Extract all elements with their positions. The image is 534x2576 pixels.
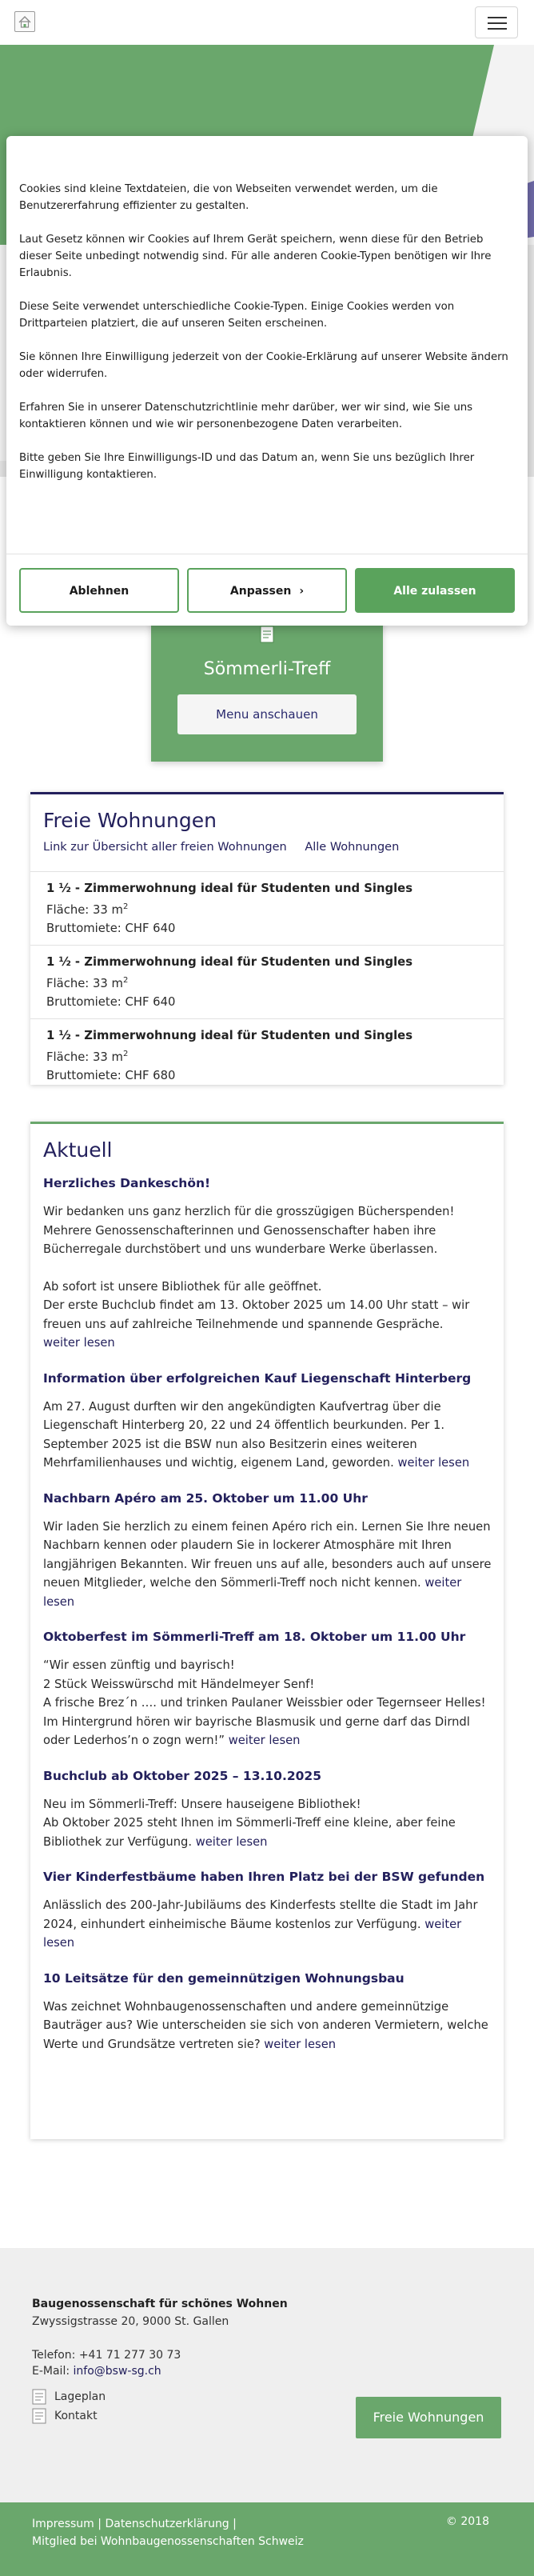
article-title[interactable]: Information über erfolgreichen Kauf Liegenschaft Hinterberg xyxy=(43,1370,472,1386)
article-text: Neu im Sömmerli-Treff: Unsere hauseigene Bibliothek! xyxy=(43,1797,361,1811)
free-flats-section xyxy=(30,792,504,1085)
article-more xyxy=(43,1334,492,1353)
cookie-paragraph: Sie können Ihre Einwilligung jederzeit von der Cookie-Erklärung auf unserer Website ändern oder widerrufen. xyxy=(19,351,508,380)
article-text-span: Am 27. August durften wir den angekündigten Kaufvertrag über die Liegenschaft Hinterberg 20, 22 und 24 öffentlich beurkunden. Per 1. September 2025 ist die BSW nun also Besitzerin eines weiteren Mehrfamilienhauses und wichtig, eigenem Land, geworden. xyxy=(43,1399,444,1470)
document-icon xyxy=(32,2408,46,2424)
kontakt-link[interactable]: Kontakt xyxy=(54,2410,98,2422)
news-section xyxy=(30,1122,504,2139)
article-text-span: Anlässlich des 200-Jahr-Jubiläums des Kinderfests stellte die Stadt im Jahr 2024, einhundert einheimische Bäume kostenlos zur Verfügung. xyxy=(43,1898,478,1931)
flat-rent: Bruttomiete: CHF 680 xyxy=(46,1068,176,1082)
flat-title: 1 ½ - Zimmerwohnung ideal für Studenten und Singles xyxy=(46,955,413,969)
read-more-link[interactable]: weiter lesen xyxy=(43,1917,462,1950)
cookie-text xyxy=(19,181,515,500)
news-article xyxy=(43,1867,492,1953)
cookie-accept-all-button[interactable]: Alle zulassen xyxy=(355,568,515,613)
all-flats-link[interactable]: Alle Wohnungen xyxy=(305,841,400,854)
footer-kontakt[interactable] xyxy=(32,2408,98,2424)
footer-phone: Telefon: +41 71 277 30 73 xyxy=(32,2349,181,2362)
home-logo-link[interactable] xyxy=(14,11,35,32)
flat-area-label: Fläche: 33 m xyxy=(46,1050,123,1064)
hamburger-line xyxy=(488,22,507,24)
footer-bottom-bar xyxy=(0,2502,534,2576)
article-title[interactable]: Oktoberfest im Sömmerli-Treff am 18. Oktober um 11.00 Uhr xyxy=(43,1630,466,1644)
hamburger-menu-icon xyxy=(488,17,507,18)
read-more-link[interactable]: weiter lesen xyxy=(228,1734,301,1747)
flat-title: 1 ½ - Zimmerwohnung ideal für Studenten und Singles xyxy=(46,1029,413,1042)
footer-free-flats-button[interactable]: Freie Wohnungen xyxy=(356,2397,501,2438)
news-article xyxy=(43,1969,492,2054)
member-link[interactable]: Mitglied bei Wohnbaugenossenschaften Schweiz xyxy=(32,2535,304,2548)
footer-email xyxy=(32,2365,161,2378)
article-text xyxy=(43,1896,492,1953)
article-text xyxy=(43,1398,492,1473)
news-article xyxy=(43,1766,492,1852)
article-text: Ab sofort ist unsere Bibliothek für alle geöffnet. xyxy=(43,1279,322,1294)
lageplan-link[interactable]: Lageplan xyxy=(54,2390,106,2403)
flat-area-sup: 2 xyxy=(122,902,129,911)
read-more-link[interactable]: weiter lesen xyxy=(397,1456,470,1470)
menu-anschauen-button[interactable]: Menu anschauen xyxy=(177,694,357,734)
flat-item[interactable] xyxy=(30,871,504,945)
document-icon xyxy=(32,2389,46,2405)
flat-area xyxy=(46,898,504,919)
news-article xyxy=(43,1489,492,1612)
article-text-span: Der erste Buchclub findet am 13. Oktober 2025 um 14.00 Uhr statt – wir freuen uns auf zahlreiche Teilnehmende und spannende Gespräche. xyxy=(43,1298,470,1331)
article-text-span: A frische Brez´n …. und trinken Paulaner Weissbier oder Tegernseer Helles! Im Hintergrund hören wir bayrische Blasmusik und gerne darf das Dirndl oder Lederhos’n o zogn wern!” xyxy=(43,1696,486,1747)
article-title[interactable]: Herzliches Dankeschön! xyxy=(43,1176,211,1190)
footer-legal-links xyxy=(32,2515,368,2550)
cookie-paragraph: Laut Gesetz können wir Cookies auf Ihrem Gerät speichern, wenn diese für den Betrieb dieser Seite unbedingt notwendig sind. Für alle anderen Cookie-Typen benötigen wir Ihre Erlaubnis. xyxy=(19,234,492,279)
free-flats-title: Freie Wohnungen xyxy=(43,809,217,832)
menu-document-icon xyxy=(259,626,275,643)
news-list xyxy=(43,1174,492,2070)
footer-copyright: © 2018 xyxy=(445,2515,489,2528)
article-title[interactable]: 10 Leitsätze für den gemeinnützigen Wohnungsbau xyxy=(43,1970,404,1986)
article-text: 2 Stück Weisswürschd mit Händelmeyer Senf! xyxy=(43,1677,315,1691)
site-header xyxy=(0,0,534,45)
article-text-span: Ab Oktober 2025 steht Ihnen im Sömmerli-Treff eine kleine, aber feine Bibliothek zur Verfügung. xyxy=(43,1816,456,1849)
soemmerli-treff-card xyxy=(151,616,383,762)
hamburger-menu-button[interactable] xyxy=(475,6,518,38)
footer-lageplan[interactable] xyxy=(32,2389,106,2405)
flat-title: 1 ½ - Zimmerwohnung ideal für Studenten und Singles xyxy=(46,882,413,895)
cookie-paragraph: Cookies sind kleine Textdateien, die von Webseiten verwendet werden, um die Benutzererfahrung effizienter zu gestalten. xyxy=(19,183,438,212)
read-more-link[interactable]: weiter lesen xyxy=(43,1336,115,1350)
news-article xyxy=(43,1174,492,1353)
flat-area xyxy=(46,1045,504,1066)
article-title[interactable]: Nachbarn Apéro am 25. Oktober um 11.00 Uhr xyxy=(43,1490,368,1506)
article-text xyxy=(43,1814,492,1851)
free-flats-links xyxy=(43,841,413,854)
article-text: “Wir essen zünftig und bayrisch! xyxy=(43,1658,235,1672)
article-text-span: Wir laden Sie herzlich zu einem feinen Apéro rich ein. Lernen Sie Ihre neuen Nachbarn kennen oder plaudern Sie in lockerer Atmosphäre mit Ihren langjährigen Bekannten. Wir freuen uns auf alle, besonders auch auf unsere neuen Mitglieder, welche den Sömmerli-Treff noch nicht kennen. xyxy=(43,1519,492,1590)
flat-area-sup: 2 xyxy=(122,976,129,985)
flat-area-label: Fläche: 33 m xyxy=(46,902,123,917)
news-title: Aktuell xyxy=(43,1138,113,1162)
article-title[interactable]: Buchclub ab Oktober 2025 – 13.10.2025 xyxy=(43,1768,321,1783)
overview-flats-link[interactable]: Link zur Übersicht aller freien Wohnungen xyxy=(43,841,287,854)
article-text xyxy=(43,1518,492,1612)
flat-rent: Bruttomiete: CHF 640 xyxy=(46,994,176,1009)
hamburger-line xyxy=(488,28,507,30)
cookie-paragraph: Bitte geben Sie Ihre Einwilligungs-ID und das Datum an, wenn Sie uns bezüglich Ihrer Einwilligung kontaktieren. xyxy=(19,452,475,481)
cookie-consent-dialog xyxy=(6,136,528,626)
flat-area xyxy=(46,971,504,993)
article-text xyxy=(43,1998,492,2054)
flat-item[interactable] xyxy=(30,945,504,1018)
news-article xyxy=(43,1627,492,1750)
footer-org-name: Baugenossenschaft für schönes Wohnen xyxy=(32,2298,288,2310)
article-text xyxy=(43,1296,492,1334)
chevron-right-icon: › xyxy=(299,585,305,598)
article-text xyxy=(43,1694,492,1750)
cookie-paragraph: Diese Seite verwendet unterschiedliche Cookie-Typen. Einige Cookies werden von Drittparteien platziert, die auf unseren Seiten erscheinen. xyxy=(19,301,455,330)
footer-email-link[interactable]: info@bsw-sg.ch xyxy=(73,2365,161,2378)
flat-rent: Bruttomiete: CHF 640 xyxy=(46,921,176,935)
datenschutz-link[interactable]: Datenschutzerklärung xyxy=(105,2518,229,2530)
cookie-paragraph: Erfahren Sie in unserer Datenschutzrichtlinie mehr darüber, wer wir sind, wie Sie uns kontaktieren können und wie wir personenbezogene Daten verarbeiten. xyxy=(19,402,473,430)
cookie-decline-button[interactable]: Ablehnen xyxy=(19,568,179,613)
article-text-span: Was zeichnet Wohnbaugenossenschaften und andere gemeinnützige Bauträger aus? Wie unterscheiden sie sich von anderen Vermietern, welche Werte und Grundsätze vertreten sie? xyxy=(43,1999,488,2051)
house-logo-icon xyxy=(15,12,34,31)
flat-area-sup: 2 xyxy=(122,1050,129,1058)
read-more-link[interactable]: weiter lesen xyxy=(264,2037,337,2051)
article-text: Wir bedanken uns ganz herzlich für die grosszügigen Bücherspenden! Mehrere Genossenschafterinnen und Genossenschafter haben ihre Bücherregale durchstöbert und uns wunderbare Werke überlassen. xyxy=(43,1205,455,1256)
footer-address: Zwyssigstrasse 20, 9000 St. Gallen xyxy=(32,2315,229,2328)
footer-email-prefix: E-Mail: xyxy=(32,2365,74,2378)
cookie-adjust-label: Anpassen xyxy=(229,585,292,598)
flat-item[interactable] xyxy=(30,1018,504,1092)
impressum-link[interactable]: Impressum xyxy=(32,2518,94,2530)
cookie-adjust-button[interactable] xyxy=(187,568,347,613)
footer-separator: | xyxy=(229,2518,237,2530)
footer-contact xyxy=(0,2248,534,2502)
treff-title: Sömmerli-Treff xyxy=(203,659,331,679)
flat-area-label: Fläche: 33 m xyxy=(46,976,123,990)
footer-separator: | xyxy=(94,2518,106,2530)
read-more-link[interactable]: weiter lesen xyxy=(43,1576,462,1609)
news-article xyxy=(43,1369,492,1473)
read-more-link[interactable]: weiter lesen xyxy=(195,1834,268,1849)
article-title[interactable]: Vier Kinderfestbäume haben Ihren Platz bei der BSW gefunden xyxy=(43,1870,485,1884)
